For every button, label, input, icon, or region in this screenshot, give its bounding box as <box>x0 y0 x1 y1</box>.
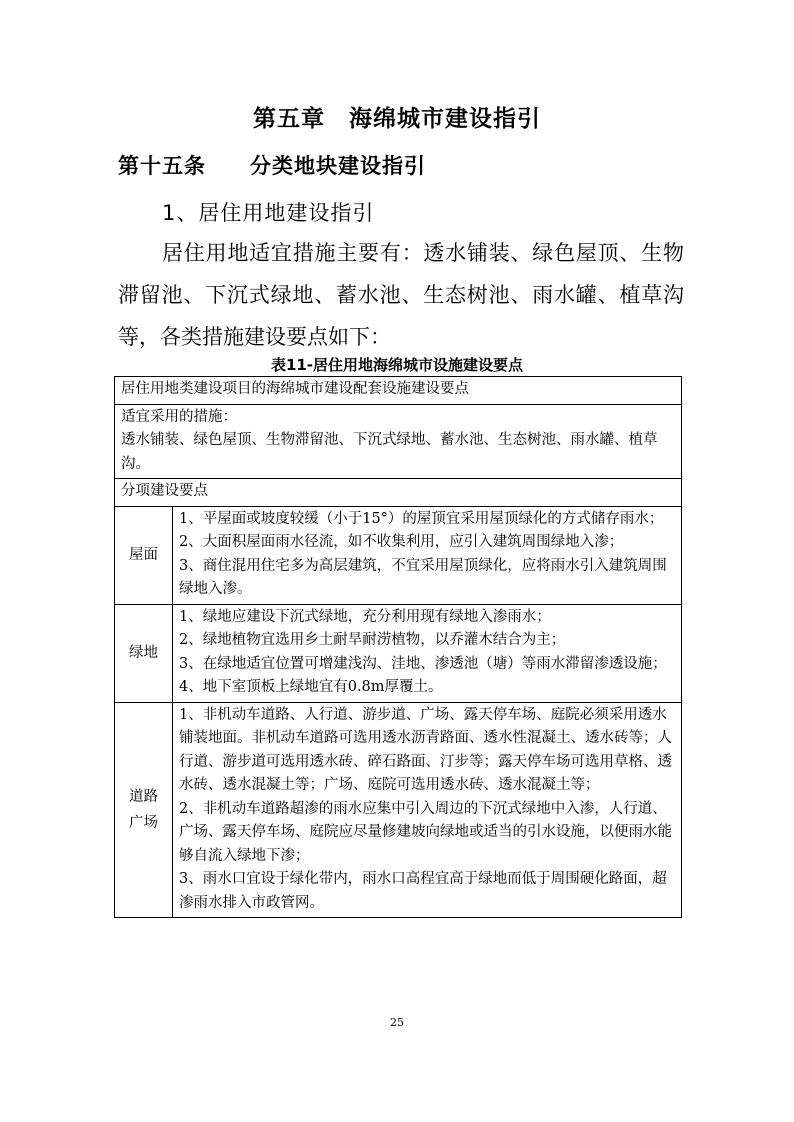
spec-table <box>114 376 682 918</box>
category-label: 绿地 <box>129 645 158 661</box>
table-row <box>115 702 682 918</box>
points-cell <box>173 506 682 604</box>
point-item: 1、平屋面或坡度较缓（小于15°）的屋顶宜采用屋顶绿化的方式储存雨水； <box>179 510 664 527</box>
points-cell <box>173 702 682 918</box>
measures-label: 适宜采用的措施： <box>121 408 237 425</box>
category-label: 道路 <box>129 788 158 805</box>
category-cell <box>115 702 173 918</box>
category-cell <box>115 604 173 702</box>
table-row <box>115 604 682 702</box>
point-item: 2、大面积屋面雨水径流，如不收集利用，应引入建筑周围绿地入渗； <box>179 534 624 550</box>
page-number: 25 <box>390 1016 404 1029</box>
table-subheader-row <box>115 479 682 507</box>
point-item: 2、非机动车道路超渗的雨水应集中引入周边的下沉式绿地中入渗，人行道、广场、露天停车场、庭院应尽量修建坡向绿地或适当的引水设施，以便雨水能够自流入绿地下渗； <box>179 800 672 864</box>
subheader-cell: 分项建设要点 <box>115 479 682 507</box>
section-title: 1、居住用地建设指引 <box>162 201 375 225</box>
point-item: 1、非机动车道路、人行道、游步道、广场、露天停车场、庭院必须采用透水铺装地面。非机动车道路可选用透水沥青路面、透水性混凝土、透水砖等；人行道、游步道可选用透水砖、碎石路面、汀步等；露天停车场可选用草格、透水砖、透水混凝土等；广场、庭院可选用透水砖、透水混凝土等； <box>179 706 672 793</box>
measures-cell <box>115 404 682 479</box>
category-cell <box>115 506 173 604</box>
category-label: 屋面 <box>129 547 158 563</box>
chapter-title: 第五章 海绵城市建设指引 <box>253 106 541 132</box>
intro-paragraph: 居住用地适宜措施主要有：透水铺装、绿色屋顶、生物滞留池、下沉式绿地、蓄水池、生态树池、雨水罐、植草沟等，各类措施建设要点如下： <box>118 241 684 349</box>
points-cell <box>173 604 682 702</box>
point-item: 3、在绿地适宜位置可增建浅沟、洼地、渗透池（塘）等雨水滞留渗透设施； <box>179 655 667 672</box>
category-label: 广场 <box>129 814 158 831</box>
table-caption: 表11-居住用地海绵城市设施建设要点 <box>270 356 524 374</box>
measures-list: 透水铺装、绿色屋顶、生物滞留池、下沉式绿地、蓄水池、生态树池、雨水罐、植草沟。 <box>121 432 658 472</box>
table-header-row <box>115 377 682 405</box>
point-item: 3、商住混用住宅多为高层建筑，不宜采用屋顶绿化，应将雨水引入建筑周围绿地入渗。 <box>179 557 667 597</box>
point-item: 2、绿地植物宜选用乡土耐旱耐涝植物，以乔灌木结合为主； <box>179 632 566 648</box>
table-row <box>115 506 682 604</box>
point-item: 1、绿地应建设下沉式绿地，充分利用现有绿地入渗雨水； <box>179 608 551 625</box>
point-item: 4、地下室顶板上绿地宜有0.8m厚覆土。 <box>179 679 443 695</box>
table-header-cell: 居住用地类建设项目的海绵城市建设配套设施建设要点 <box>115 377 682 405</box>
article-title: 第十五条 分类地块建设指引 <box>118 154 426 178</box>
point-item: 3、雨水口宜设于绿化带内，雨水口高程宜高于绿地而低于周围硬化路面，超渗雨水排入市政管网。 <box>179 871 667 911</box>
table-measures-row <box>115 404 682 479</box>
